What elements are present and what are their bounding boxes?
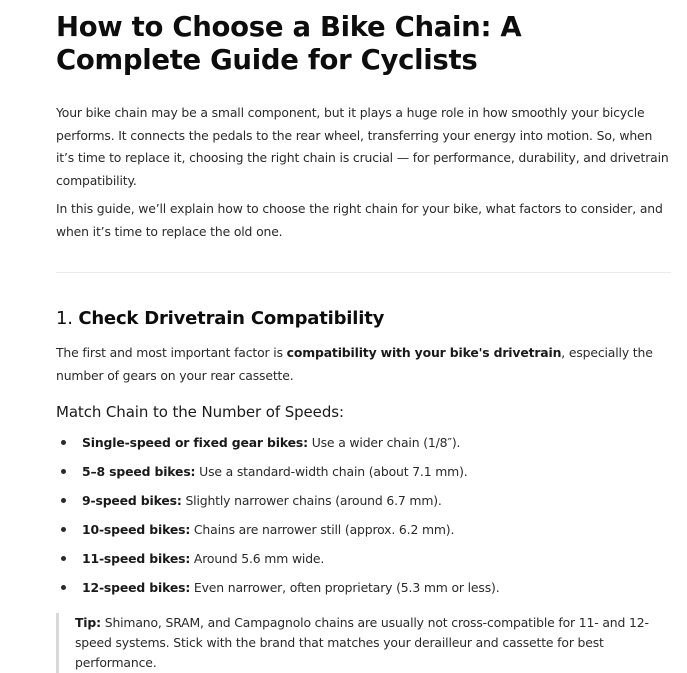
article-title: How to Choose a Bike Chain: A Complete Guide for Cyclists <box>56 11 522 76</box>
list-item-label: Single-speed or fixed gear bikes: <box>82 435 308 450</box>
compatibility-text-bold: compatibility with your bike's drivetrain <box>286 345 562 360</box>
list-item-label: 10-speed bikes: <box>82 522 191 537</box>
bullet-icon <box>61 498 66 503</box>
list-item <box>56 544 671 573</box>
bullet-icon <box>61 469 66 474</box>
list-item-label: 9-speed bikes: <box>82 493 182 508</box>
bullet-icon <box>61 585 66 590</box>
list-item-text: Around 5.6 mm wide. <box>190 551 325 566</box>
speeds-subheading: Match Chain to the Number of Speeds: <box>56 403 344 421</box>
section-divider <box>56 272 671 273</box>
compatibility-paragraph <box>56 342 671 387</box>
bullet-icon <box>61 527 66 532</box>
speeds-list <box>56 428 671 602</box>
list-item-text: Chains are narrower still (approx. 6.2 mm). <box>190 522 455 537</box>
tip-label: Tip: <box>75 615 101 630</box>
section-heading <box>56 307 671 331</box>
bullet-icon <box>61 556 66 561</box>
list-item-text: Use a standard-width chain (about 7.1 mm). <box>195 464 468 479</box>
tip-blockquote <box>56 613 660 673</box>
list-item <box>56 515 671 544</box>
list-item <box>56 457 671 486</box>
list-item-text: Slightly narrower chains (around 6.7 mm). <box>181 493 442 508</box>
list-item-label: 12-speed bikes: <box>82 580 191 595</box>
list-item-label: 5–8 speed bikes: <box>82 464 196 479</box>
tip-text: Shimano, SRAM, and Campagnolo chains are usually not cross-compatible for 11- and 12-speed systems. Stick with the brand that matches your derailleur and cassette for best performance. <box>75 615 649 670</box>
section-number: 1. <box>56 308 73 329</box>
list-item <box>56 486 671 515</box>
list-item-text: Even narrower, often proprietary (5.3 mm or less). <box>190 580 500 595</box>
list-item <box>56 428 671 457</box>
compatibility-text-before: The first and most important factor is <box>56 345 287 360</box>
compatibility-text-after: , especially the number of gears on your rear cassette. <box>56 345 653 383</box>
bullet-icon <box>61 440 66 445</box>
list-item-text: Use a wider chain (1/8″). <box>307 435 461 450</box>
intro-paragraph-2: In this guide, we’ll explain how to choose the right chain for your bike, what factors to consider, and when it’s time to replace the old one. <box>56 201 663 239</box>
section-heading-text: Check Drivetrain Compatibility <box>78 308 385 329</box>
intro-paragraph-1: Your bike chain may be a small component, but it plays a huge role in how smoothly your bicycle performs. It connects the pedals to the rear wheel, transferring your energy into motion. So, when it’s time to replace it, choosing the right chain is crucial — for performance, durability, and drivetrain compatibility. <box>56 105 669 188</box>
list-item <box>56 573 671 602</box>
list-item-label: 11-speed bikes: <box>82 551 191 566</box>
